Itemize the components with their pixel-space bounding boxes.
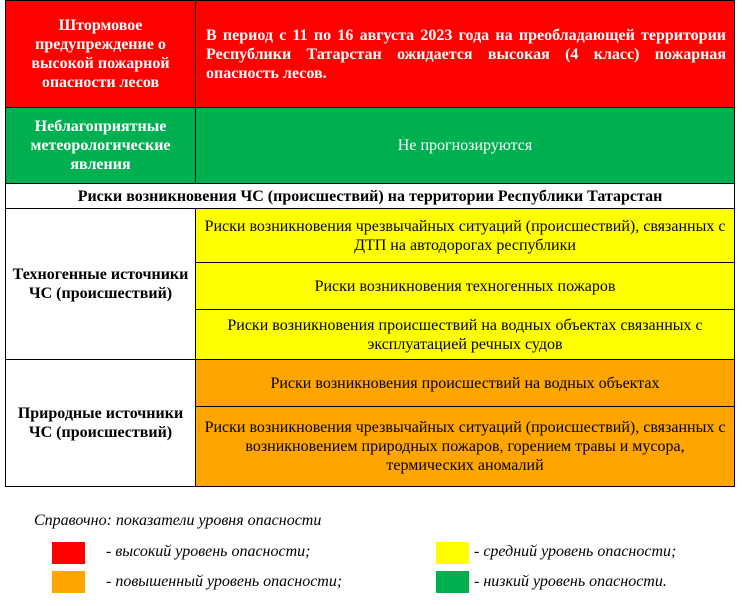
legend-label-low: - низкий уровень опасности. [474,573,667,590]
technogenic-item-2: Риски возникновения происшествий на водных объектах связанных с эксплуатацией речных судов [196,310,735,360]
legend-swatch-medium [436,542,469,564]
technogenic-label: Техногенные источники ЧС (происшествий) [6,209,196,360]
legend-label-high: - высокий уровень опасности; [106,543,311,560]
technogenic-item-0: Риски возникновения чрезвычайных ситуаций (происшествий), связанных с ДТП на автодорогах республики [196,209,735,263]
legend-title: Справочно: показатели уровня опасности [34,512,322,529]
legend-swatch-high [52,542,85,564]
storm-warning-text: В период с 11 по 16 августа 2023 года на преобладающей территории Республики Татарстан ожидается высокая (4 класс) пожарная опасность лесов. [196,1,735,108]
legend-label-medium: - средний уровень опасности; [474,543,677,560]
legend-swatch-elevated [52,571,85,593]
adverse-weather-label: Неблагоприятные метеорологические явления [6,108,196,184]
risk-table [5,0,735,487]
legend-swatch-low [436,571,469,593]
technogenic-item-1: Риски возникновения техногенных пожаров [196,263,735,310]
legend-label-elevated: - повышенный уровень опасности; [106,573,343,590]
storm-warning-label: Штормовое предупреждение о высокой пожарной опасности лесов [6,1,196,108]
risks-header: Риски возникновения ЧС (происшествий) на территории Республики Татарстан [6,184,735,209]
natural-label: Природные источники ЧС (происшествий) [6,360,196,487]
natural-item-0: Риски возникновения происшествий на водных объектах [196,360,735,407]
adverse-weather-text: Не прогнозируются [196,108,735,184]
natural-item-1: Риски возникновения чрезвычайных ситуаций (происшествий), связанных с возникновением природных пожаров, горением травы и мусора, термических аномалий [196,407,735,487]
